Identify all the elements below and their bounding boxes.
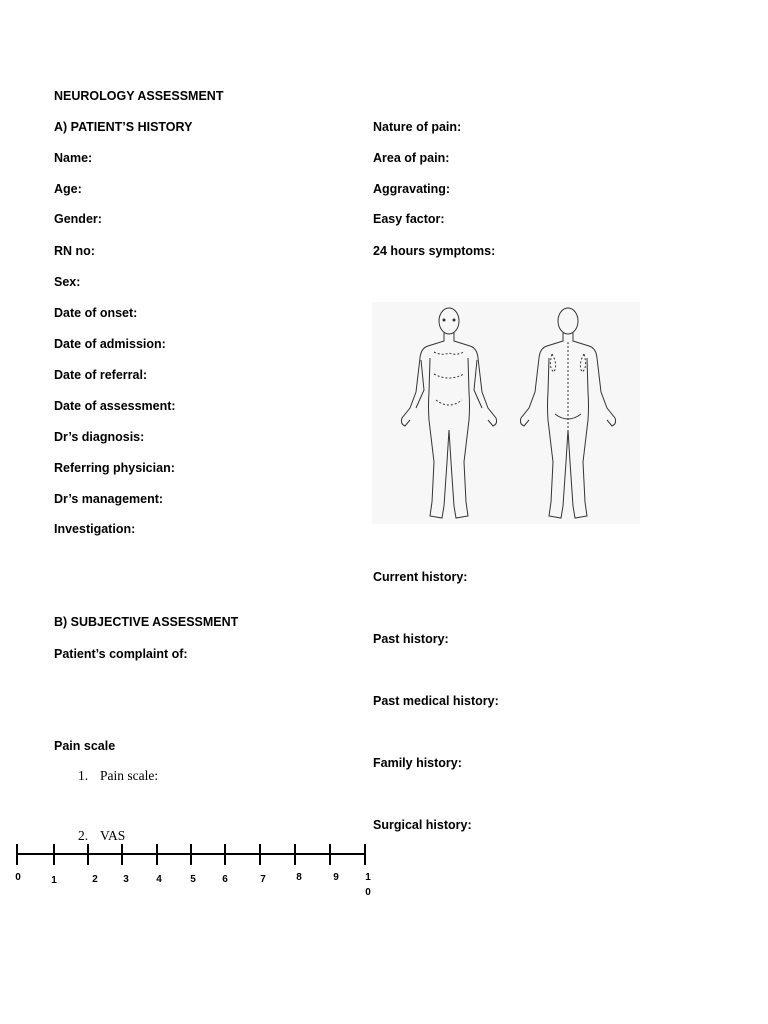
field-easy-factor: Easy factor: — [373, 212, 445, 226]
vas-tick-label: 5 — [190, 874, 196, 885]
field-dr-diagnosis: Dr’s diagnosis: — [54, 430, 145, 444]
field-date-of-admission: Date of admission: — [54, 337, 166, 351]
section-b-heading: B) SUBJECTIVE ASSESSMENT — [54, 615, 239, 629]
vas-tick-label: 2 — [92, 874, 98, 885]
vas-tick-label: 8 — [296, 872, 302, 883]
list-item-pain-scale: Pain scale: — [100, 768, 159, 783]
field-past-medical-history: Past medical history: — [373, 694, 499, 708]
vas-tick-label: 0 — [15, 872, 21, 883]
vas-tick-label: 1 — [51, 875, 57, 886]
section-a-heading: A) PATIENT’S HISTORY — [54, 120, 193, 134]
vas-scale — [10, 838, 380, 900]
field-area-of-pain: Area of pain: — [373, 151, 450, 165]
body-chart-illustration — [372, 302, 640, 524]
vas-tick-label: 1 — [365, 872, 371, 883]
field-rn-no: RN no: — [54, 244, 95, 258]
field-family-history: Family history: — [373, 756, 462, 770]
document-title: NEUROLOGY ASSESSMENT — [54, 89, 224, 103]
vas-tick-label: 7 — [260, 874, 266, 885]
list-item-vas: VAS — [100, 828, 126, 843]
field-date-of-assessment: Date of assessment: — [54, 399, 176, 413]
vas-tick-label: 3 — [123, 874, 129, 885]
field-aggravating: Aggravating: — [373, 182, 451, 196]
field-past-history: Past history: — [373, 632, 449, 646]
field-sex: Sex: — [54, 275, 81, 289]
field-gender: Gender: — [54, 212, 102, 226]
list-number-1: 1. — [78, 768, 89, 783]
vas-tick-label: 6 — [222, 874, 228, 885]
field-surgical-history: Surgical history: — [373, 818, 472, 832]
field-age: Age: — [54, 182, 82, 196]
field-24-hours-symptoms: 24 hours symptoms: — [373, 244, 496, 258]
vas-tick-label: 4 — [156, 874, 162, 885]
field-current-history: Current history: — [373, 570, 468, 584]
field-patient-complaint: Patient’s complaint of: — [54, 647, 188, 661]
field-date-of-referral: Date of referral: — [54, 368, 148, 382]
field-referring-physician: Referring physician: — [54, 461, 175, 475]
field-name: Name: — [54, 151, 93, 165]
vas-tick-label: 9 — [333, 872, 339, 883]
list-number-2: 2. — [78, 828, 89, 843]
field-date-of-onset: Date of onset: — [54, 306, 138, 320]
pain-scale-heading: Pain scale — [54, 739, 116, 753]
field-dr-management: Dr’s management: — [54, 492, 164, 506]
vas-tick-label-extra: 0 — [365, 887, 371, 898]
field-nature-of-pain: Nature of pain: — [373, 120, 462, 134]
field-investigation: Investigation: — [54, 522, 136, 536]
